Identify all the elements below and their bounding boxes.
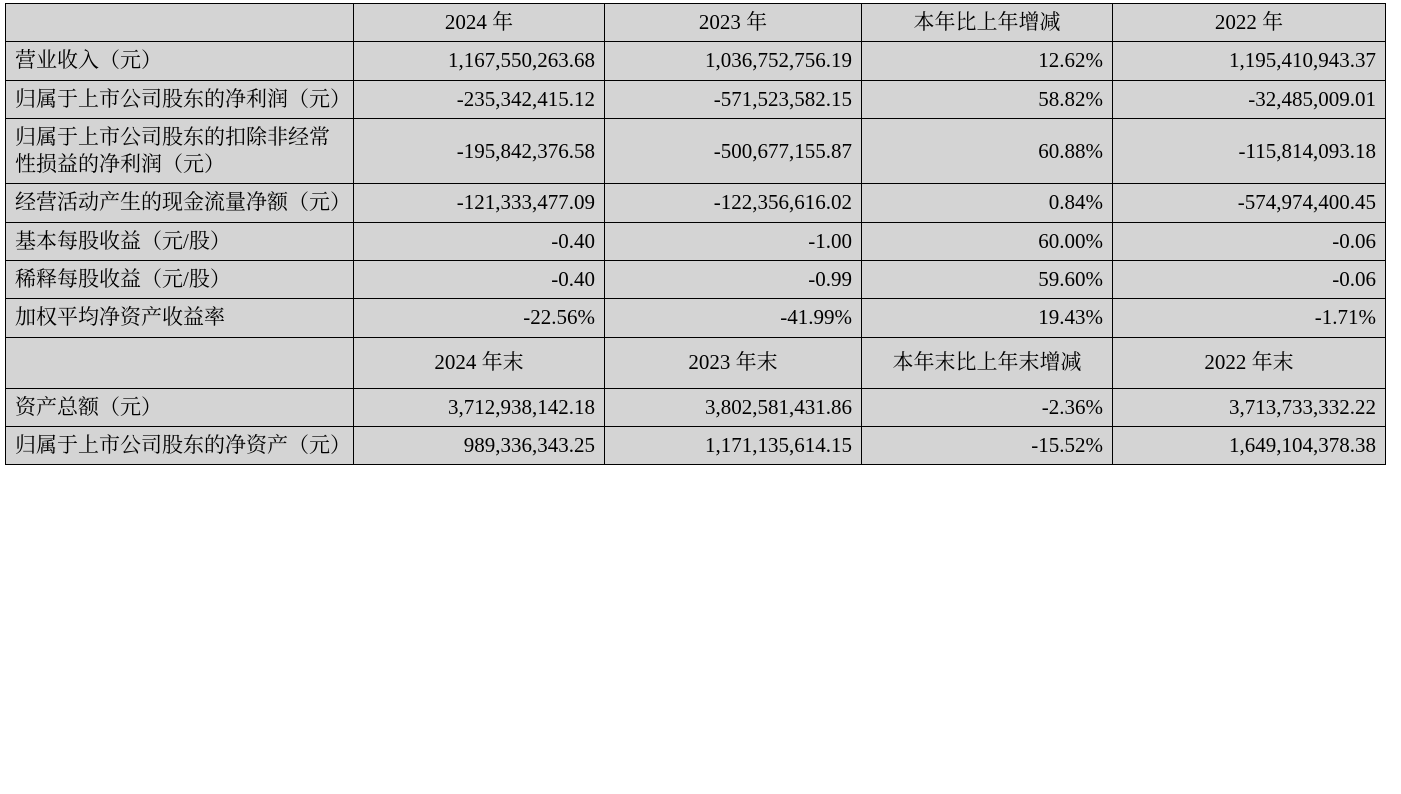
row-value: -121,333,477.09 (354, 184, 605, 222)
row-value: -1.00 (605, 222, 862, 260)
header-cell-2022-end: 2022 年末 (1113, 337, 1386, 388)
row-value: -500,677,155.87 (605, 118, 862, 184)
table-header-row-period-ends (6, 337, 1386, 388)
row-label: 资产总额（元） (6, 388, 354, 426)
row-value: 1,036,752,756.19 (605, 42, 862, 80)
row-value: 3,802,581,431.86 (605, 388, 862, 426)
row-value: -115,814,093.18 (1113, 118, 1386, 184)
row-label: 加权平均净资产收益率 (6, 299, 354, 337)
table-row (6, 184, 1386, 222)
table-row (6, 118, 1386, 184)
row-label: 归属于上市公司股东的扣除非经常性损益的净利润（元） (6, 118, 354, 184)
row-value: 1,649,104,378.38 (1113, 426, 1386, 464)
header-cell-empty (6, 4, 354, 42)
header-cell-yoy-change: 本年比上年增减 (862, 4, 1113, 42)
row-label: 归属于上市公司股东的净资产（元） (6, 426, 354, 464)
row-label: 稀释每股收益（元/股） (6, 261, 354, 299)
header-cell-2023: 2023 年 (605, 4, 862, 42)
row-value: -195,842,376.58 (354, 118, 605, 184)
row-value: 60.88% (862, 118, 1113, 184)
row-value: -2.36% (862, 388, 1113, 426)
header-cell-yoy-end-change: 本年末比上年末增减 (862, 337, 1113, 388)
row-value: -571,523,582.15 (605, 80, 862, 118)
financial-summary-table (5, 3, 1386, 465)
row-value: 989,336,343.25 (354, 426, 605, 464)
header-cell-2022: 2022 年 (1113, 4, 1386, 42)
table-row (6, 42, 1386, 80)
row-value: 3,713,733,332.22 (1113, 388, 1386, 426)
table-row (6, 222, 1386, 260)
row-value: -15.52% (862, 426, 1113, 464)
header-cell-empty-2 (6, 337, 354, 388)
row-value: 60.00% (862, 222, 1113, 260)
row-value: -574,974,400.45 (1113, 184, 1386, 222)
row-value: 1,195,410,943.37 (1113, 42, 1386, 80)
row-label: 营业收入（元） (6, 42, 354, 80)
row-value: 58.82% (862, 80, 1113, 118)
table-row (6, 388, 1386, 426)
row-value: -22.56% (354, 299, 605, 337)
table-row (6, 261, 1386, 299)
header-cell-2024-end: 2024 年末 (354, 337, 605, 388)
financial-summary-sheet (0, 3, 1401, 794)
row-label: 基本每股收益（元/股） (6, 222, 354, 260)
table-row (6, 426, 1386, 464)
header-cell-2024: 2024 年 (354, 4, 605, 42)
row-value: -235,342,415.12 (354, 80, 605, 118)
row-value: 1,167,550,263.68 (354, 42, 605, 80)
row-value: 3,712,938,142.18 (354, 388, 605, 426)
table-row (6, 80, 1386, 118)
row-value: 59.60% (862, 261, 1113, 299)
row-value: -32,485,009.01 (1113, 80, 1386, 118)
row-value: -0.06 (1113, 222, 1386, 260)
table-header-row-periods (6, 4, 1386, 42)
row-value: -0.99 (605, 261, 862, 299)
row-label: 归属于上市公司股东的净利润（元） (6, 80, 354, 118)
row-value: 0.84% (862, 184, 1113, 222)
row-label: 经营活动产生的现金流量净额（元） (6, 184, 354, 222)
row-value: -0.40 (354, 261, 605, 299)
row-value: 12.62% (862, 42, 1113, 80)
row-value: 19.43% (862, 299, 1113, 337)
row-value: -122,356,616.02 (605, 184, 862, 222)
row-value: -0.06 (1113, 261, 1386, 299)
row-value: -0.40 (354, 222, 605, 260)
table-row (6, 299, 1386, 337)
header-cell-2023-end: 2023 年末 (605, 337, 862, 388)
row-value: 1,171,135,614.15 (605, 426, 862, 464)
row-value: -41.99% (605, 299, 862, 337)
row-value: -1.71% (1113, 299, 1386, 337)
